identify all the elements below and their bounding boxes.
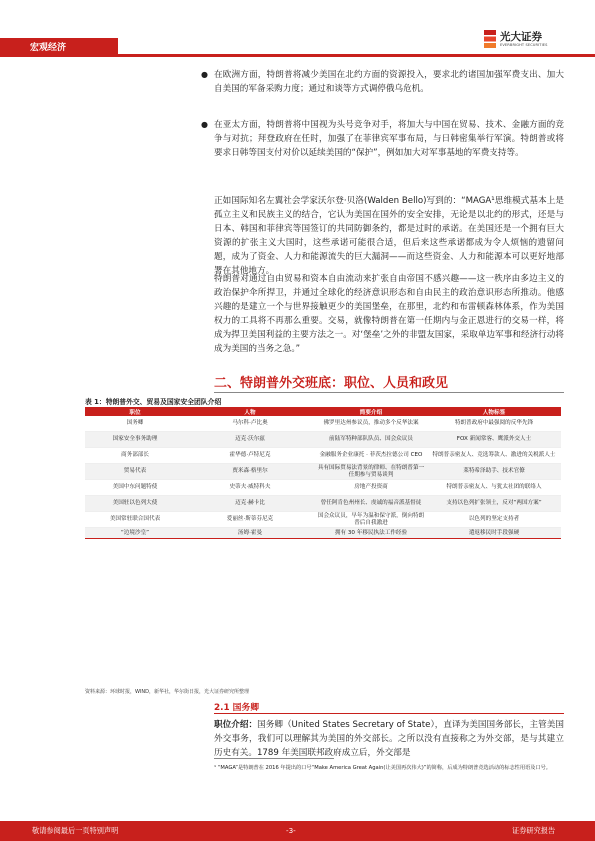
logo-mark-icon [484,30,496,48]
table-cell: 佛罗里达州参议员，推动多个反华法案 [315,416,427,432]
subsection-text: 国务卿（United States Secretary of State），直译为美国国务部长，主管美国外交事务，我们可以理解其为美国的外交部长。之所以没有直接称之为外交部，是与其建立历史有关。1789 年美国联邦政府成立后，外交部是 [214,720,564,758]
table-header-cell: 简要介绍 [315,407,427,416]
table-title: 表 1：特朗普外交、贸易及国家安全团队介绍 [85,398,222,406]
bullet-text: 在亚太方面，特朗普将中国视为头号竞争对手，将加大与中国在贸易、技术、金融方面的竞争与对抗；拜登政府在任时，加强了在菲律宾军事布局，与日韩密集举行军演。特朗普或将要求日韩等国支付对价以延续美国的“保护”，例如加大对军事基地的军费支持等。 [214,120,564,158]
bullet-item [201,118,564,160]
team-table [85,407,561,539]
table-cell: 国务卿 [85,416,185,432]
table-cell: 史蒂夫·威特科夫 [185,480,315,496]
bullet-text: 在欧洲方面，特朗普将减少美国在北约方面的资源投入，要求北约诸国加强军费支出、加大自美国的军备采购力度；通过和谈等方式调停俄乌危机。 [214,70,564,94]
table-row [85,512,561,528]
footnote-rule [214,758,334,759]
table-cell: 特朗普亲密友人、竞选筹款人、激进的关税派人士 [427,448,561,464]
table-cell: 迈克·沃尔兹 [185,432,315,448]
table-cell: 遣返移民时手段强硬 [427,528,561,539]
table-row [85,432,561,448]
table-cell: FOX 新闻常客、鹰派外交人士 [427,432,561,448]
table-cell: 金融服务企业康托 · 菲茨杰拉德公司 CEO [315,448,427,464]
table-cell: 霍华德·卢特尼克 [185,448,315,464]
table-cell: 拥有 30 年移民执法工作经验 [315,528,427,539]
table-row [85,496,561,512]
body-paragraph: 正如国际知名左翼社会学家沃尔登·贝洛(Walden Bello)写到的：“MAGA¹思维模式基本上是孤立主义和民族主义的结合，它认为美国在国外的安全安排，无论是以北约的形式，还是与日本、韩国和菲律宾等国签订的共同防御条约，都是过时的承诺。在美国还是一个拥有巨大资源的扩张主义大国时，这些承诺可能很合适，但后来这些承诺都成为令人烦恼的遗留问题，成为了资金、人力和能源流失的巨大漏洞——而这些资金、人力和能源本可以更好地部署在其他地方。 [214,196,564,276]
footer-disclaimer: 敬请参阅最后一页特别声明 [32,826,119,835]
table-cell: 前陆军特种部队队员、国会众议员 [315,432,427,448]
table-cell: 爱丽丝·斯蒂芬尼克 [185,512,315,528]
logo-name: 光大证券 [500,31,542,43]
table-cell: 以色列的坚定支持者 [427,512,561,528]
table-row [85,416,561,432]
table-cell: 美国中东问题特使 [85,480,185,496]
table-cell: 马尔科·卢比奥 [185,416,315,432]
bullet-dot-icon: ● [201,120,208,129]
footnote: ¹ “MAGA”是特朗普在 2016 年提出的口号“Make America Great Again(让美国再次伟大)”的简称，后成为特朗普竞选活动的标志性用语及口号。 [214,765,551,771]
bullet-item [201,68,564,96]
table-cell: 美国常驻联合国代表 [85,512,185,528]
subsection-body [214,718,564,760]
table-cell: 贸易代表 [85,464,185,480]
table-header-cell: 人物标签 [427,407,561,416]
subsection-title: 2.1 国务卿 [214,703,260,713]
table-cell: “边境沙皇” [85,528,185,539]
table-cell: 商务部部长 [85,448,185,464]
section-tag [0,38,118,54]
subsection-lead: 职位介绍： [214,720,258,730]
table-cell: 国会众议员，早年为温和保守派，倒向特朗普后自我激进 [315,512,427,528]
table-cell: 支持以色列扩张领土，反对“两国方案” [427,496,561,512]
footer-report-type: 证券研究报告 [512,826,556,835]
table-row [85,528,561,539]
section-tag-label: 宏观经济 [30,43,67,53]
subsection-rule [214,713,564,714]
table-row [85,464,561,480]
body-paragraph: 特朗普对通过自由贸易和资本自由流动来扩张自由帝国不感兴趣——这一秩序由多边主义的政治保护伞所捍卫，并通过全球化的经济意识形态和自由民主的政治意识形态所推动。他感兴趣的是建立一个与世界接触更少的美国堡垒，在那里，北约和布雷顿森林体系，作为美国权力的工具将不再那么重要。交易，就像特朗普在第一任期内与金正恩进行的交易一样，将成为捍卫美国利益的主要方法之一。对‘堡垒’之外的非盟友国家，采取单边军事和经济行动将成为美国的当务之急。” [214,274,564,354]
table-cell: 国家安全事务助理 [85,432,185,448]
table-cell: 特朗普政府中最强阅的反华先锋 [427,416,561,432]
table-cell: 具有国际贸易法背景的律师、在特朗普第一任期参与贸易谈判 [315,464,427,480]
table-cell: 曾任阿肯色州州长、虔诚的福音派基督徒 [315,496,427,512]
table-header-row [85,407,561,416]
logo-subtitle: EVERBRIGHT SECURITIES [500,43,548,47]
table-header-cell: 人物 [185,407,315,416]
table-row [85,480,561,496]
table-cell: 汤姆·霍曼 [185,528,315,539]
section-title: 二、特朗普外交班底：职位、人员和政见 [214,376,449,391]
bullet-dot-icon: ● [201,70,208,79]
header-rule [0,54,595,57]
table-cell: 贾米森·格里尔 [185,464,315,480]
page-number: -3- [286,826,296,835]
table-source: 资料来源：环球时报，WIND，新华社，华尔街日报，光大证券研究所整理 [85,689,250,695]
table-cell: 房地产投资商 [315,480,427,496]
table-cell: 美国驻以色列大使 [85,496,185,512]
table-cell: 迈克·赫卡比 [185,496,315,512]
table-cell: 特朗普亲密友人、与犹太社团的联络人 [427,480,561,496]
section-rule [214,392,564,393]
table-cell: 莱特希泽助手、技术官僚 [427,464,561,480]
company-logo [484,28,564,52]
table-header-cell: 职位 [85,407,185,416]
page-footer [0,821,595,841]
table-row [85,448,561,464]
